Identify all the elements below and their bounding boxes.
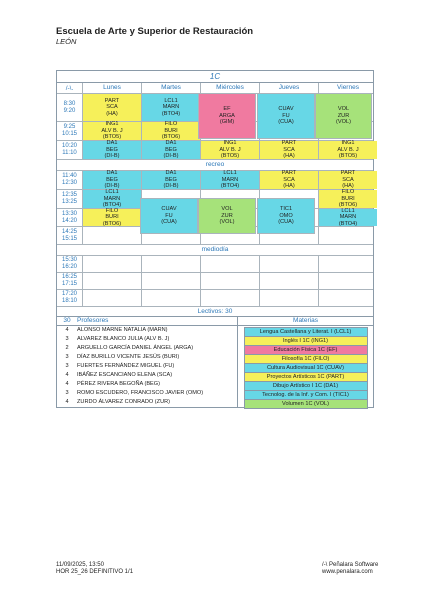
class-cell — [142, 171, 201, 189]
subject-code: LCL1 — [105, 189, 119, 196]
room-code: (DI-B) — [104, 153, 120, 160]
class-cell — [83, 141, 142, 159]
time-start: 15:30 — [61, 257, 77, 263]
subject-code: VOL — [337, 106, 350, 113]
room-code: (GIM) — [219, 119, 235, 126]
teacher-hours: 3 — [65, 390, 69, 396]
time-slot — [57, 256, 83, 272]
subjects-list — [238, 317, 373, 407]
teacher-hours: 4 — [65, 372, 69, 378]
day-header: Lunes — [83, 83, 142, 93]
subject-code: PART — [281, 140, 297, 147]
teacher-code: ZUR — [337, 112, 350, 119]
room-code: (BTO4) — [338, 220, 358, 227]
time-end: 13:25 — [61, 199, 77, 205]
subject-row — [238, 389, 373, 398]
room-code: (HA) — [283, 183, 295, 190]
break-mediodia: mediodía — [57, 245, 373, 256]
time-start: 10:20 — [61, 143, 77, 149]
class-cell-empty — [83, 227, 142, 244]
time-slot — [57, 122, 83, 140]
time-row — [57, 141, 373, 160]
class-cell-empty — [83, 256, 142, 272]
subject-code: PART — [281, 170, 297, 177]
time-slot — [57, 190, 83, 208]
teacher-code: OMO — [279, 212, 293, 219]
subject-label: Volumen 1C (VOL) — [244, 399, 368, 409]
group-title: 1C — [57, 71, 373, 83]
teacher-code: BEG — [165, 146, 177, 153]
time-end: 10:15 — [61, 131, 77, 137]
class-cell — [201, 171, 260, 189]
room-code: (BTO6) — [338, 202, 358, 209]
legend-section — [57, 317, 373, 407]
teacher-row — [57, 353, 237, 362]
subjects-header-label: Materias — [293, 317, 318, 324]
class-cell — [142, 122, 201, 140]
teacher-hours: 3 — [65, 363, 69, 369]
time-end: 12:30 — [61, 180, 77, 186]
time-row — [57, 171, 373, 190]
time-end: 16:20 — [61, 264, 77, 270]
subject-label: Lengua Castellana y Literat. I (LCL1) — [244, 327, 368, 337]
subject-label: Proyectos Artísticos 1C (PART) — [244, 372, 368, 382]
print-date: 11/09/2025, 13:50 — [56, 562, 104, 568]
subject-row — [238, 335, 373, 344]
class-cell — [201, 141, 260, 159]
teacher-name: ALVAREZ BLANCO JULIA (ALV B. J) — [77, 336, 170, 342]
subject-code: LCL1 — [164, 97, 178, 104]
subject-row — [238, 353, 373, 362]
teacher-code: SCA — [342, 176, 354, 183]
room-code: (DI-B) — [104, 183, 120, 190]
document-title: Escuela de Arte y Superior de Restauración — [56, 26, 254, 37]
time-start: 12:35 — [61, 192, 77, 198]
footer-right — [322, 562, 378, 576]
class-cell — [319, 141, 377, 159]
teacher-name: ARGUELLO GARCÍA DANIEL ÁNGEL (ARGA) — [77, 345, 194, 351]
teachers-header — [57, 317, 237, 326]
teacher-name: PÉREZ RIVERA BEGOÑA (BEG) — [77, 381, 160, 387]
class-cell — [83, 209, 142, 226]
day-header: Jueves — [260, 83, 319, 93]
room-code: (BTO5) — [220, 153, 240, 160]
subject-label: Inglés I 1C (ING1) — [244, 336, 368, 346]
subject-code: LCL1 — [341, 207, 355, 214]
time-slot — [57, 227, 83, 244]
class-cell-span — [140, 198, 198, 234]
time-start: 14:25 — [61, 228, 77, 235]
teacher-code: SCA — [283, 176, 295, 183]
time-row — [57, 273, 373, 290]
time-slot — [57, 94, 83, 121]
subject-row — [238, 398, 373, 407]
class-cell — [319, 209, 377, 226]
teacher-row — [57, 335, 237, 344]
teacher-code: MARN — [221, 176, 239, 183]
document-subtitle: LEÓN — [56, 37, 77, 46]
class-cell — [83, 171, 142, 189]
lectivos-count: Lectivos: 30 — [57, 307, 373, 317]
subject-label: Cultura Audiovisual 1C (CUAV) — [244, 363, 368, 373]
room-code: (CUA) — [278, 119, 294, 126]
subject-label: Filosofía 1C (FILO) — [244, 354, 368, 364]
class-cell-empty — [319, 290, 377, 306]
class-cell-empty — [142, 290, 201, 306]
subject-code: LCL1 — [223, 170, 237, 177]
teacher-hours: 2 — [65, 345, 69, 351]
room-code: (BTO6) — [102, 220, 122, 227]
day-header: Miércoles — [201, 83, 260, 93]
class-cell-span — [315, 93, 372, 139]
class-cell-span — [257, 198, 315, 234]
class-cell-empty — [201, 290, 260, 306]
teacher-hours: 4 — [65, 399, 69, 405]
time-end: 18:10 — [61, 298, 77, 304]
time-start: 8:30 — [63, 100, 76, 107]
day-header: Viernes — [337, 83, 359, 91]
class-cell-empty — [201, 273, 260, 289]
time-start: 17:20 — [61, 291, 77, 297]
teacher-code: BEG — [106, 146, 118, 153]
subject-code: PART — [104, 97, 120, 104]
subject-code: ING1 — [105, 121, 119, 128]
teacher-name: ROMO ESCUDERO, FRANCISCO JAVIER (OMO) — [77, 390, 204, 396]
subject-row — [238, 344, 373, 353]
time-start: 9:25 — [63, 124, 76, 130]
teacher-code: MARN — [162, 104, 180, 111]
teacher-code: ALV B. J — [337, 146, 359, 153]
class-cell — [319, 190, 377, 208]
subject-code: VOL — [221, 206, 233, 213]
subject-row — [238, 326, 373, 335]
room-code: (DI-B) — [163, 183, 179, 190]
class-cell-empty — [142, 256, 201, 272]
room-code: (DI-B) — [163, 153, 179, 160]
subject-code: DA1 — [106, 140, 118, 147]
class-cell-empty — [142, 273, 201, 289]
class-cell-empty — [319, 256, 377, 272]
room-code: (BTO4) — [161, 110, 181, 117]
teacher-code: BEG — [165, 176, 177, 183]
subject-row — [238, 362, 373, 371]
time-end: 14:20 — [61, 217, 77, 224]
teachers-list — [57, 317, 238, 407]
teachers-header-label: Profesores — [77, 317, 109, 324]
subject-code: FILO — [164, 121, 178, 128]
time-slot — [57, 209, 83, 226]
day-header: Martes — [142, 83, 201, 93]
class-cell — [83, 94, 142, 121]
subject-code: TIC1 — [279, 206, 293, 213]
teacher-code: ARGA — [219, 112, 235, 119]
teacher-code: BURI — [105, 214, 119, 221]
room-code: (VOL) — [219, 219, 235, 226]
teacher-code: BEG — [106, 176, 118, 183]
time-slot — [57, 290, 83, 306]
teacher-code: BURI — [164, 127, 178, 134]
subject-code: DA1 — [165, 170, 177, 177]
class-cell-empty — [83, 273, 142, 289]
room-code: (BTO6) — [161, 134, 181, 141]
subject-code: DA1 — [165, 140, 177, 147]
subject-label: Educación Física 1C (EF) — [244, 345, 368, 355]
time-slot — [57, 273, 83, 289]
subject-code: CUAV — [161, 206, 177, 213]
teacher-code: SCA — [106, 104, 118, 111]
subject-row — [238, 371, 373, 380]
teacher-code: ZUR — [221, 212, 233, 219]
break-recreo: recreo — [57, 160, 373, 171]
room-code: (HA) — [106, 110, 118, 117]
teacher-code: MARN — [339, 214, 357, 221]
teacher-code: FU — [165, 212, 173, 219]
teacher-name: FUERTES FERNÁNDEZ MIGUEL (FU) — [77, 363, 175, 369]
subject-label: Dibujo Artístico I 1C (DA1) — [244, 381, 368, 391]
time-end: 11:10 — [62, 150, 77, 156]
subject-code: CUAV — [278, 106, 294, 113]
class-cell — [319, 171, 377, 189]
teacher-code: MARN — [103, 195, 121, 202]
teacher-hours: 4 — [65, 381, 69, 387]
subject-code: ING1 — [341, 140, 355, 147]
time-end: 15:15 — [61, 235, 77, 242]
time-row — [57, 290, 373, 307]
room-code: (BTO5) — [338, 153, 358, 160]
teacher-code: ALV B. J — [219, 146, 241, 153]
class-cell-span — [198, 198, 256, 234]
teacher-row — [57, 398, 237, 407]
teacher-row — [57, 344, 237, 353]
class-cell — [83, 190, 142, 208]
teacher-code: BURI — [341, 195, 355, 202]
time-start: 11:40 — [62, 173, 77, 179]
class-cell-empty — [83, 290, 142, 306]
class-cell — [260, 141, 319, 159]
class-cell — [83, 122, 142, 140]
corner-logo: /-\. — [57, 83, 83, 93]
class-cell-empty — [260, 256, 319, 272]
class-cell-span — [198, 93, 256, 139]
teacher-row — [57, 326, 237, 335]
time-end: 9:20 — [63, 107, 76, 114]
teacher-row — [57, 371, 237, 380]
time-end: 17:15 — [61, 281, 77, 287]
teacher-row — [57, 362, 237, 371]
subject-code: EF — [223, 106, 231, 113]
room-code: (BTO4) — [102, 202, 122, 209]
class-cell-empty — [260, 290, 319, 306]
class-cell-span — [257, 93, 315, 139]
class-cell-empty — [201, 256, 260, 272]
room-code: (VOL) — [336, 119, 351, 126]
teacher-code: FU — [282, 112, 290, 119]
teacher-row — [57, 380, 237, 389]
teacher-name: ZURDO ÁLVAREZ CONRADO (ZUR) — [77, 399, 171, 405]
teacher-row — [57, 389, 237, 398]
time-slot — [57, 141, 83, 159]
room-code: (CUA) — [161, 219, 177, 226]
room-code: (BTO5) — [102, 134, 122, 141]
time-row — [57, 256, 373, 273]
brand-name: /-\ Peñalara Software — [322, 562, 379, 568]
class-cell — [260, 171, 319, 189]
footer-left — [56, 562, 133, 576]
room-code: (CUA) — [278, 219, 294, 226]
subject-code: PART — [340, 170, 356, 177]
room-code: (BTO4) — [220, 183, 240, 190]
teacher-code: ALV B. J — [101, 127, 123, 134]
teacher-hours: 4 — [65, 327, 69, 333]
subject-code: FILO — [105, 207, 119, 214]
time-start: 16:25 — [61, 274, 77, 280]
room-code: (HA) — [283, 153, 295, 160]
class-cell — [142, 141, 201, 159]
subject-code: ING1 — [223, 140, 237, 147]
teacher-name: ALONSO MARNE NATALIA (MARN) — [77, 327, 168, 333]
teacher-name: IBÁÑEZ ESCANCIANO ELENA (SCA) — [77, 372, 173, 378]
time-slot — [57, 171, 83, 189]
teacher-hours: 3 — [65, 354, 69, 360]
class-cell-empty — [260, 273, 319, 289]
teacher-name: DÍAZ BURILLO VICENTE JESÚS (BURI) — [77, 354, 180, 360]
teacher-code: SCA — [283, 146, 295, 153]
subject-label: Tecnolog. de la Inf. y Com. I (TIC1) — [244, 390, 368, 400]
document-ref: HOR 25_26 DEFINITIVO 1/1 — [56, 569, 134, 575]
time-start: 13:30 — [61, 210, 77, 217]
class-cell-empty — [319, 273, 377, 289]
subject-code: FILO — [341, 189, 355, 196]
subjects-header — [238, 317, 373, 326]
subject-code: DA1 — [106, 170, 118, 177]
class-cell-empty — [319, 227, 377, 244]
teachers-total: 30 — [63, 317, 71, 324]
class-cell — [142, 94, 201, 121]
room-code: (HA) — [342, 183, 354, 190]
subject-row — [238, 380, 373, 389]
teacher-hours: 3 — [65, 336, 69, 342]
brand-url: www.penalara.com — [322, 569, 373, 575]
